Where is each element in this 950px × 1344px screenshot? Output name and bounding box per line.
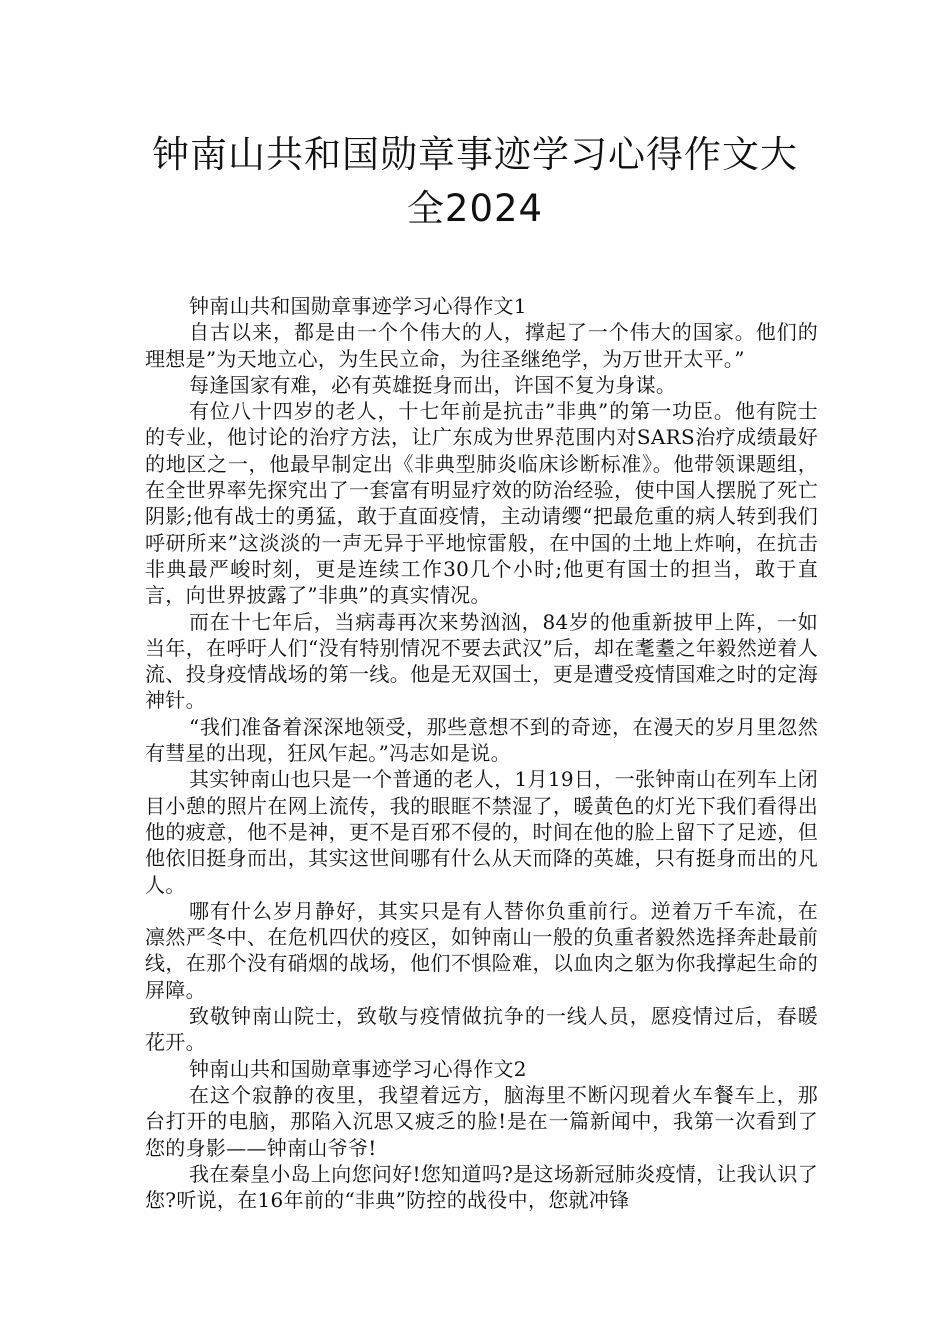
paragraph: 有位八十四岁的老人，十七年前是抗击”非典”的第一功臣。他有院士的专业，他讨论的治疗方法，让广东成为世界范围内对SARS治疗成绩最好的地区之一，他最早制定出《非典型肺炎临床诊断标准》。他带领课题组，在全世界率先探究出了一套富有明显疗效的防治经验，使中国人摆脱了死亡阴影;他有战士的勇猛，敢于直面疫情，主动请缨“把最危重的病人转到我们呼研所来”这淡淡的一声无异于平地惊雷般，在中国的土地上炸响，在抗击非典最严峻时刻，更是连续工作30几个小时;他更有国士的担当，敢于直言，向世界披露了”非典”的真实情况。	[145, 399, 818, 608]
section-heading-1: 钟南山共和国勋章事迹学习心得作文1	[189, 294, 527, 318]
paragraph: 自古以来，都是由一个个伟大的人，撑起了一个伟大的国家。他们的理想是”为天地立心，为生民立命，为往圣继绝学，为万世开太平。”	[145, 320, 818, 371]
paragraph: 在这个寂静的夜里，我望着远方，脑海里不断闪现着火车餐车上，那台打开的电脑，那陷入沉思又疲乏的脸!是在一篇新闻中，我第一次看到了您的身影——钟南山爷爷!	[145, 1082, 818, 1160]
paragraph: 哪有什么岁月静好，其实只是有人替你负重前行。逆着万千车流，在凛然严冬中、在危机四伏的疫区，如钟南山一般的负重者毅然选择奔赴最前线，在那个没有硝烟的战场，他们不惧险难，以血肉之躯为你我撑起生命的屏障。	[145, 898, 818, 1002]
paragraph: “我们准备着深深地领受，那些意想不到的奇迹，在漫天的岁月里忽然有彗星的出现，狂风乍起。”冯志如是说。	[145, 714, 818, 766]
paragraph: 每逢国家有难，必有英雄挺身而出，许国不复为身谋。	[189, 372, 677, 397]
document-body	[145, 293, 818, 1213]
section-heading-2: 钟南山共和国勋章事迹学习心得作文2	[189, 1056, 527, 1081]
paragraph: 我在秦皇小岛上向您问好!您知道吗?是这场新冠肺炎疫情，让我认识了您?听说，在16年前的“非典”防控的战役中，您就冲锋	[145, 1161, 818, 1213]
paragraph: 其实钟南山也只是一个普通的老人，1月19日，一张钟南山在列车上闭目小憩的照片在网上流传，我的眼眶不禁湿了，暖黄色的灯光下我们看得出他的疲意，他不是神，更不是百邪不侵的，时间在他的脸上留下了足迹，但他依旧挺身而出，其实这世间哪有什么从天而降的英雄，只有挺身而出的凡人。	[145, 767, 818, 897]
title-line-1: 钟南山共和国勋章事迹学习心得作文大	[152, 133, 798, 176]
paragraph: 而在十七年后，当病毒再次来势汹汹，84岁的他重新披甲上阵，一如当年，在呼吁人们“没有特别情况不要去武汉”后，却在耄耋之年毅然逆着人流、投身疫情战场的第一线。他是无双国士，更是遭受疫情国难之时的定海神针。	[145, 609, 818, 713]
document-title	[100, 128, 850, 236]
title-line-2: 全2024	[406, 187, 544, 230]
paragraph: 致敬钟南山院士，致敬与疫情做抗争的一线人员，愿疫情过后，春暖花开。	[145, 1004, 818, 1055]
